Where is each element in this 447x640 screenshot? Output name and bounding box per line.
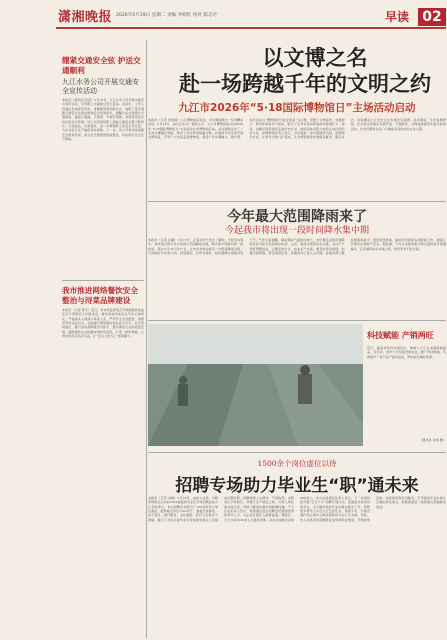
issue-meta: 2026年5月19日 星期二 责编 李娟红 校对 陈志平: [116, 13, 218, 18]
left-title2: 我市推进网络餐饮安全整治与浔菜品牌建设: [62, 286, 138, 305]
section-name: 早读: [385, 10, 410, 24]
bottom-body: 本报讯（记者 刘晓）5月18日，由市人社局、市教育局联合主办的2026届高校毕业生专场招聘会在九江学院举行。本次招聘会共吸引了120余家用人单位参会，提供就业岗位1500余个，涵盖先进制造、电子信息、现代服务、文化旅游、医疗卫生等多个领域，吸引了众多应届毕业生和往届未就业人员前来应聘求职。招聘现场人头攒动、气氛热烈，求职者们手持简历，穿梭于各个展位之间，与用人单位面对面交流，详细了解岗位要求和薪酬待遇。不少企业负责人表示，希望通过此次招聘会招揽到优秀的青年人才，为企业发展注入新鲜血液。据统计，当天共有3200余人次进场求职，初步达成就业意向600余人。市人社局相关负责人表示，下一步将持续开展“百日千万”招聘专项行动，搭建更多供需对接平台，全力做好高校毕业生就业服务工作，帮助更多青年人才在九江安居乐业、施展才华，为建设现代化区域中心城市提供有力的人才支撑。同时，市人社局还将加强就业指导和职业规划，开展政策宣讲、技能培训等系列服务，引导高校毕业生树立正确的择业观念，积极到基层一线和重点领域就业创业。: [148, 496, 446, 522]
lead-title-line2: 赴一场跨越千年的文明之约: [179, 72, 431, 96]
science-credit: （通讯员 张艳 摄）: [419, 438, 446, 442]
mid-body: 本报讯（记者 张曦）5月18日，记者从市气象台了解到，今起至本周末，我市将出现今年以来最大范围降雨过程，降水集中期将持续一段时间。预计5月19日至21日，全市自北向南将有一次明显降雨过程，大部地区有中到大雨，局部暴雨，并伴有雷电、短时强降水等强对流天气。气象专家提醒，降雨期间气温波动较大，市民要注意防范强降雨及其可能引发的城乡积涝、山洪、地质灾害等次生灾害，关注天气预报预警信息，合理安排出行。农业生产方面，要及时清沟排渍，加强田间管理，防范渍涝危害。近期我市已进入主汛期，各地各部门要加强值班值守，强化隐患排查，做好防汛抢险各项准备工作，确保人民群众生命财产安全。据监测，今年以来我市累计降水量较常年同期偏多，江河湖库水位持续上涨，防汛形势不容乐观。: [148, 238, 446, 256]
left-title: 绷紧交通安全弦 护送交通顺利: [62, 56, 141, 75]
left-column-rule: [146, 40, 147, 638]
farm-photo: [148, 324, 363, 446]
lead-subtitle: 九江市2026年“5·18国际博物馆日”主场活动启动: [178, 102, 416, 114]
lead-title-line1: 以文博之名: [262, 46, 368, 70]
masthead-logo: 潇湘晚报: [58, 10, 113, 25]
mid-title: 今年最大范围降雨来了: [227, 209, 367, 225]
lead-body: 本报讯（记者 吴金峰）九江博物馆获奖后，今年继续推出一系列精彩活动。5月18日，由九江市文广旅局主办、九江市博物馆承办的2026年“5·18国际博物馆日”主场活动在市博物馆启动。活动现场发布了一系列文博惠民举措，展出了多件珍贵馆藏文物，并邀请专家学者开展文博讲座，引导广大市民走进博物馆、感受千年文明魅力。据介绍，本次活动以“博物馆助力社会变革”为主题，设置了文物鉴赏、非遗展示、研学体验等多个板块，吸引了众多市民和游客前来参观打卡。现场，讲解员带领观众走进历史长河，细细品味浔阳大地悠久灿烂的历史文化。市博物馆负责人表示，今后将进一步丰富展陈内容，创新服务方式，让更多文物“活”起来，让文博资源更好地服务群众、服务社会，持续擦亮九江历史文化名城金字招牌。活动期间，全市各博物馆、纪念馆还将推出免费开放、专题展览、文物进校园等丰富多彩的活动，让市民群众在家门口就能享受优质的文化大餐。: [148, 118, 446, 140]
mid-top-divider: [148, 201, 446, 202]
bottom-title: 招聘专场助力毕业生“职”通未来: [175, 476, 419, 496]
page-number: 02: [418, 8, 446, 26]
left-body2: 本报讯（记者 陈芳）近日，市市场监管局召开网络餐饮食品安全专项整治工作推进会，要求各地切实压实平台主体责任，严格落实入网商户审查义务，严厉打击无证经营、虚假宣传等违法行为，全面提升网络餐饮食品安全水平。会议同时提出，要以浔菜品牌建设为抓手，推动餐饮行业高质量发展，鼓励餐饮企业挖掘本地特色菜品，打造一批叫得响、立得住的浔菜名店名品，让“舌尖上的九江”更具魅力。: [62, 308, 144, 339]
farm-photo-illustration: [148, 324, 363, 446]
masthead-rule: [56, 27, 446, 29]
bottom-top-divider: [148, 452, 446, 453]
left-divider: [62, 280, 144, 281]
bottom-kicker: 1500余个岗位虚位以待: [257, 459, 337, 468]
mid-subtitle: 今起我市将出现一段时间降水集中期: [224, 226, 369, 236]
left-body: 本报讯（通讯员 张晋）5月18日，九江水务公司开展交通安全宣传活动，引导职工牢固树立安全意识。活动中，工作人员通过发放宣传资料、讲解典型案例等方式，向职工普及道路交通安全法律法规和安全驾驶常识，提醒大家自觉遵守交通规则，做到不超速、不酒驾、不疲劳驾驶，共同营造安全有序的出行环境。该公司还组织职工观看交通安全警示教育片，以案说法、以案促改，进一步增强职工的安全责任感，为企业安全生产提供坚实保障。下一步，该公司将持续加强安全教育培训，常态化开展隐患排查整治，切实筑牢安全生产防线。: [62, 98, 144, 142]
science-caption: 近日，瑞昌市某科技园区内，种植大户正在采摘新鲜蔬菜。近年来，该市大力发展设施农业，推广科技种植，有效提升了农产品产量和品质，带动农民增收致富。: [367, 346, 446, 359]
left-subtitle: 九江水务公司开展交通安全宣传活动: [62, 78, 139, 95]
photo-top-divider: [148, 320, 446, 321]
science-title: 科技赋能 产销两旺: [367, 331, 434, 340]
